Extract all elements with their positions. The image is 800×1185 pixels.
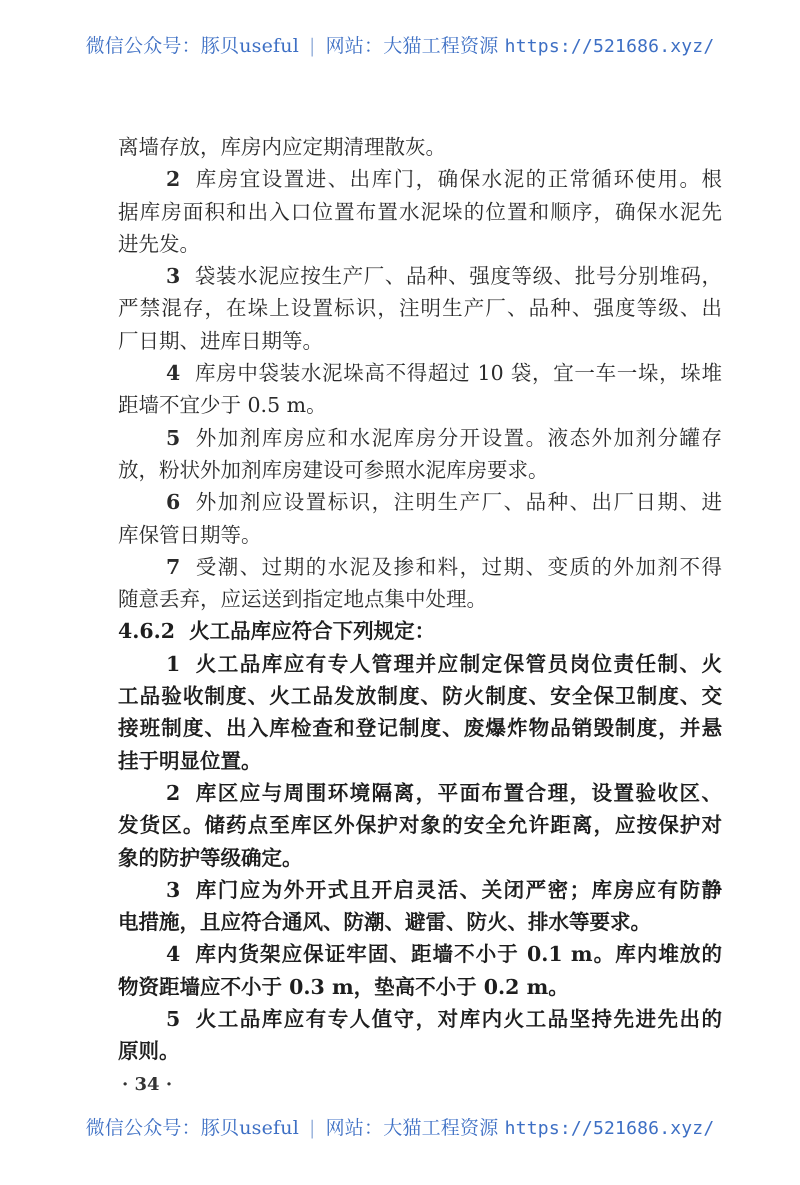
text-line — [118, 357, 722, 389]
item-number: 4 — [166, 361, 181, 386]
text-line — [118, 745, 722, 777]
text-line — [118, 938, 722, 970]
item-number: 6 — [166, 490, 181, 515]
text-line — [118, 551, 722, 583]
watermark-footer — [0, 1113, 800, 1140]
line-text: 火工品库应符合下列规定： — [189, 619, 436, 644]
line-text: 严禁混存，在垛上设置标识，注明生产厂、品种、强度等级、出 — [118, 296, 722, 321]
item-number: 7 — [166, 554, 181, 579]
line-text: 工品验收制度、火工品发放制度、防火制度、安全保卫制度、交 — [118, 684, 722, 709]
paragraph — [118, 648, 722, 777]
text-line — [118, 1035, 722, 1067]
text-line — [118, 131, 722, 163]
text-line — [118, 971, 722, 1003]
line-text: 发货区。储药点至库区外保护对象的安全允许距离，应按保护对 — [118, 813, 722, 838]
line-text: 库保管日期等。 — [118, 522, 262, 547]
item-number: 3 — [166, 264, 181, 289]
line-text: 火工品库应有专人值守，对库内火工品坚持先进先出的 — [194, 1007, 722, 1032]
item-number: 5 — [166, 425, 181, 450]
item-number: 2 — [166, 167, 181, 192]
line-text: 原则。 — [118, 1039, 180, 1064]
line-text: 库内货架应保证牢固、距墙不小于 0.1 m。库内堆放的 — [194, 942, 722, 967]
item-number: 5 — [166, 1007, 181, 1032]
watermark-separator: | — [309, 35, 316, 57]
text-line — [118, 163, 722, 195]
line-text: 接班制度、出入库检查和登记制度、废爆炸物品销毁制度，并悬 — [118, 716, 722, 741]
line-text: 库区应与周围环境隔离，平面布置合理，设置验收区、 — [194, 780, 722, 805]
line-text: 放，粉状外加剂库房建设可参照水泥库房要求。 — [118, 457, 549, 482]
text-line — [118, 874, 722, 906]
item-number: 2 — [166, 780, 181, 805]
watermark-url: https://521686.xyz/ — [504, 36, 715, 57]
text-line — [118, 196, 722, 228]
line-text: 火工品库应有专人管理并应制定保管员岗位责任制、火 — [194, 651, 722, 676]
paragraph — [118, 357, 722, 422]
line-text: 库门应为外开式且开启灵活、关闭严密；库房应有防静 — [194, 877, 722, 902]
line-text: 进先发。 — [118, 231, 200, 256]
item-number: 4.6.2 — [118, 619, 176, 644]
line-text: 外加剂应设置标识，注明生产厂、品种、出厂日期、进 — [194, 490, 722, 515]
text-line — [118, 422, 722, 454]
text-line — [118, 454, 722, 486]
paragraph — [118, 777, 722, 874]
section-heading — [118, 615, 722, 647]
watermark-account: 微信公众号：豚贝useful — [85, 1117, 299, 1139]
text-line — [118, 260, 722, 292]
text-line — [118, 680, 722, 712]
line-text: 库房中袋装水泥垛高不得超过 10 袋，宜一车一垛，垛堆 — [194, 361, 722, 386]
line-text: 距墙不宜少于 0.5 m。 — [118, 393, 327, 418]
text-line — [118, 906, 722, 938]
line-text: 离墙存放，库房内应定期清理散灰。 — [118, 135, 446, 159]
text-line — [118, 777, 722, 809]
watermark-header — [0, 31, 800, 58]
paragraph — [118, 551, 722, 616]
line-text: 袋装水泥应按生产厂、品种、强度等级、批号分别堆码， — [194, 264, 722, 289]
paragraph — [118, 938, 722, 1003]
watermark-account: 微信公众号：豚贝useful — [85, 35, 299, 57]
paragraph — [118, 163, 722, 260]
text-line — [118, 486, 722, 518]
line-text: 象的防护等级确定。 — [118, 845, 303, 870]
line-text: 外加剂库房应和水泥库房分开设置。液态外加剂分罐存 — [194, 425, 722, 450]
paragraph — [118, 131, 722, 163]
paragraph — [118, 1003, 722, 1068]
paragraph — [118, 260, 722, 357]
paragraph — [118, 422, 722, 487]
line-text: 库房宜设置进、出库门，确保水泥的正常循环使用。根 — [194, 167, 722, 192]
line-text: 物资距墙应不小于 0.3 m，垫高不小于 0.2 m。 — [118, 974, 569, 999]
watermark-site: 网站：大猫工程资源 — [325, 1117, 499, 1139]
line-text: 厂日期、进库日期等。 — [118, 328, 323, 353]
line-text: 挂于明显位置。 — [118, 748, 262, 773]
line-text: 据库房面积和出入口位置布置水泥垛的位置和顺序，确保水泥先 — [118, 199, 722, 224]
text-line — [118, 809, 722, 841]
text-line — [118, 648, 722, 680]
text-line — [118, 1003, 722, 1035]
item-number: 1 — [166, 651, 181, 676]
item-number: 3 — [166, 877, 181, 902]
line-text: 随意丢弃，应运送到指定地点集中处理。 — [118, 587, 487, 612]
watermark-site: 网站：大猫工程资源 — [325, 35, 499, 57]
text-line — [118, 842, 722, 874]
text-line — [118, 583, 722, 615]
text-line — [118, 228, 722, 260]
text-line — [118, 389, 722, 421]
text-line — [118, 615, 722, 647]
text-line — [118, 325, 722, 357]
line-text: 电措施，且应符合通风、防潮、避雷、防火、排水等要求。 — [118, 910, 651, 935]
text-line — [118, 712, 722, 744]
document-body — [118, 131, 722, 1068]
watermark-separator: | — [309, 1117, 316, 1139]
item-number: 4 — [166, 942, 181, 967]
paragraph — [118, 874, 722, 939]
watermark-url: https://521686.xyz/ — [504, 1118, 715, 1139]
line-text: 受潮、过期的水泥及掺和料，过期、变质的外加剂不得 — [194, 554, 722, 579]
page-number: · 34 · — [122, 1074, 173, 1095]
paragraph — [118, 486, 722, 551]
text-line — [118, 292, 722, 324]
text-line — [118, 519, 722, 551]
